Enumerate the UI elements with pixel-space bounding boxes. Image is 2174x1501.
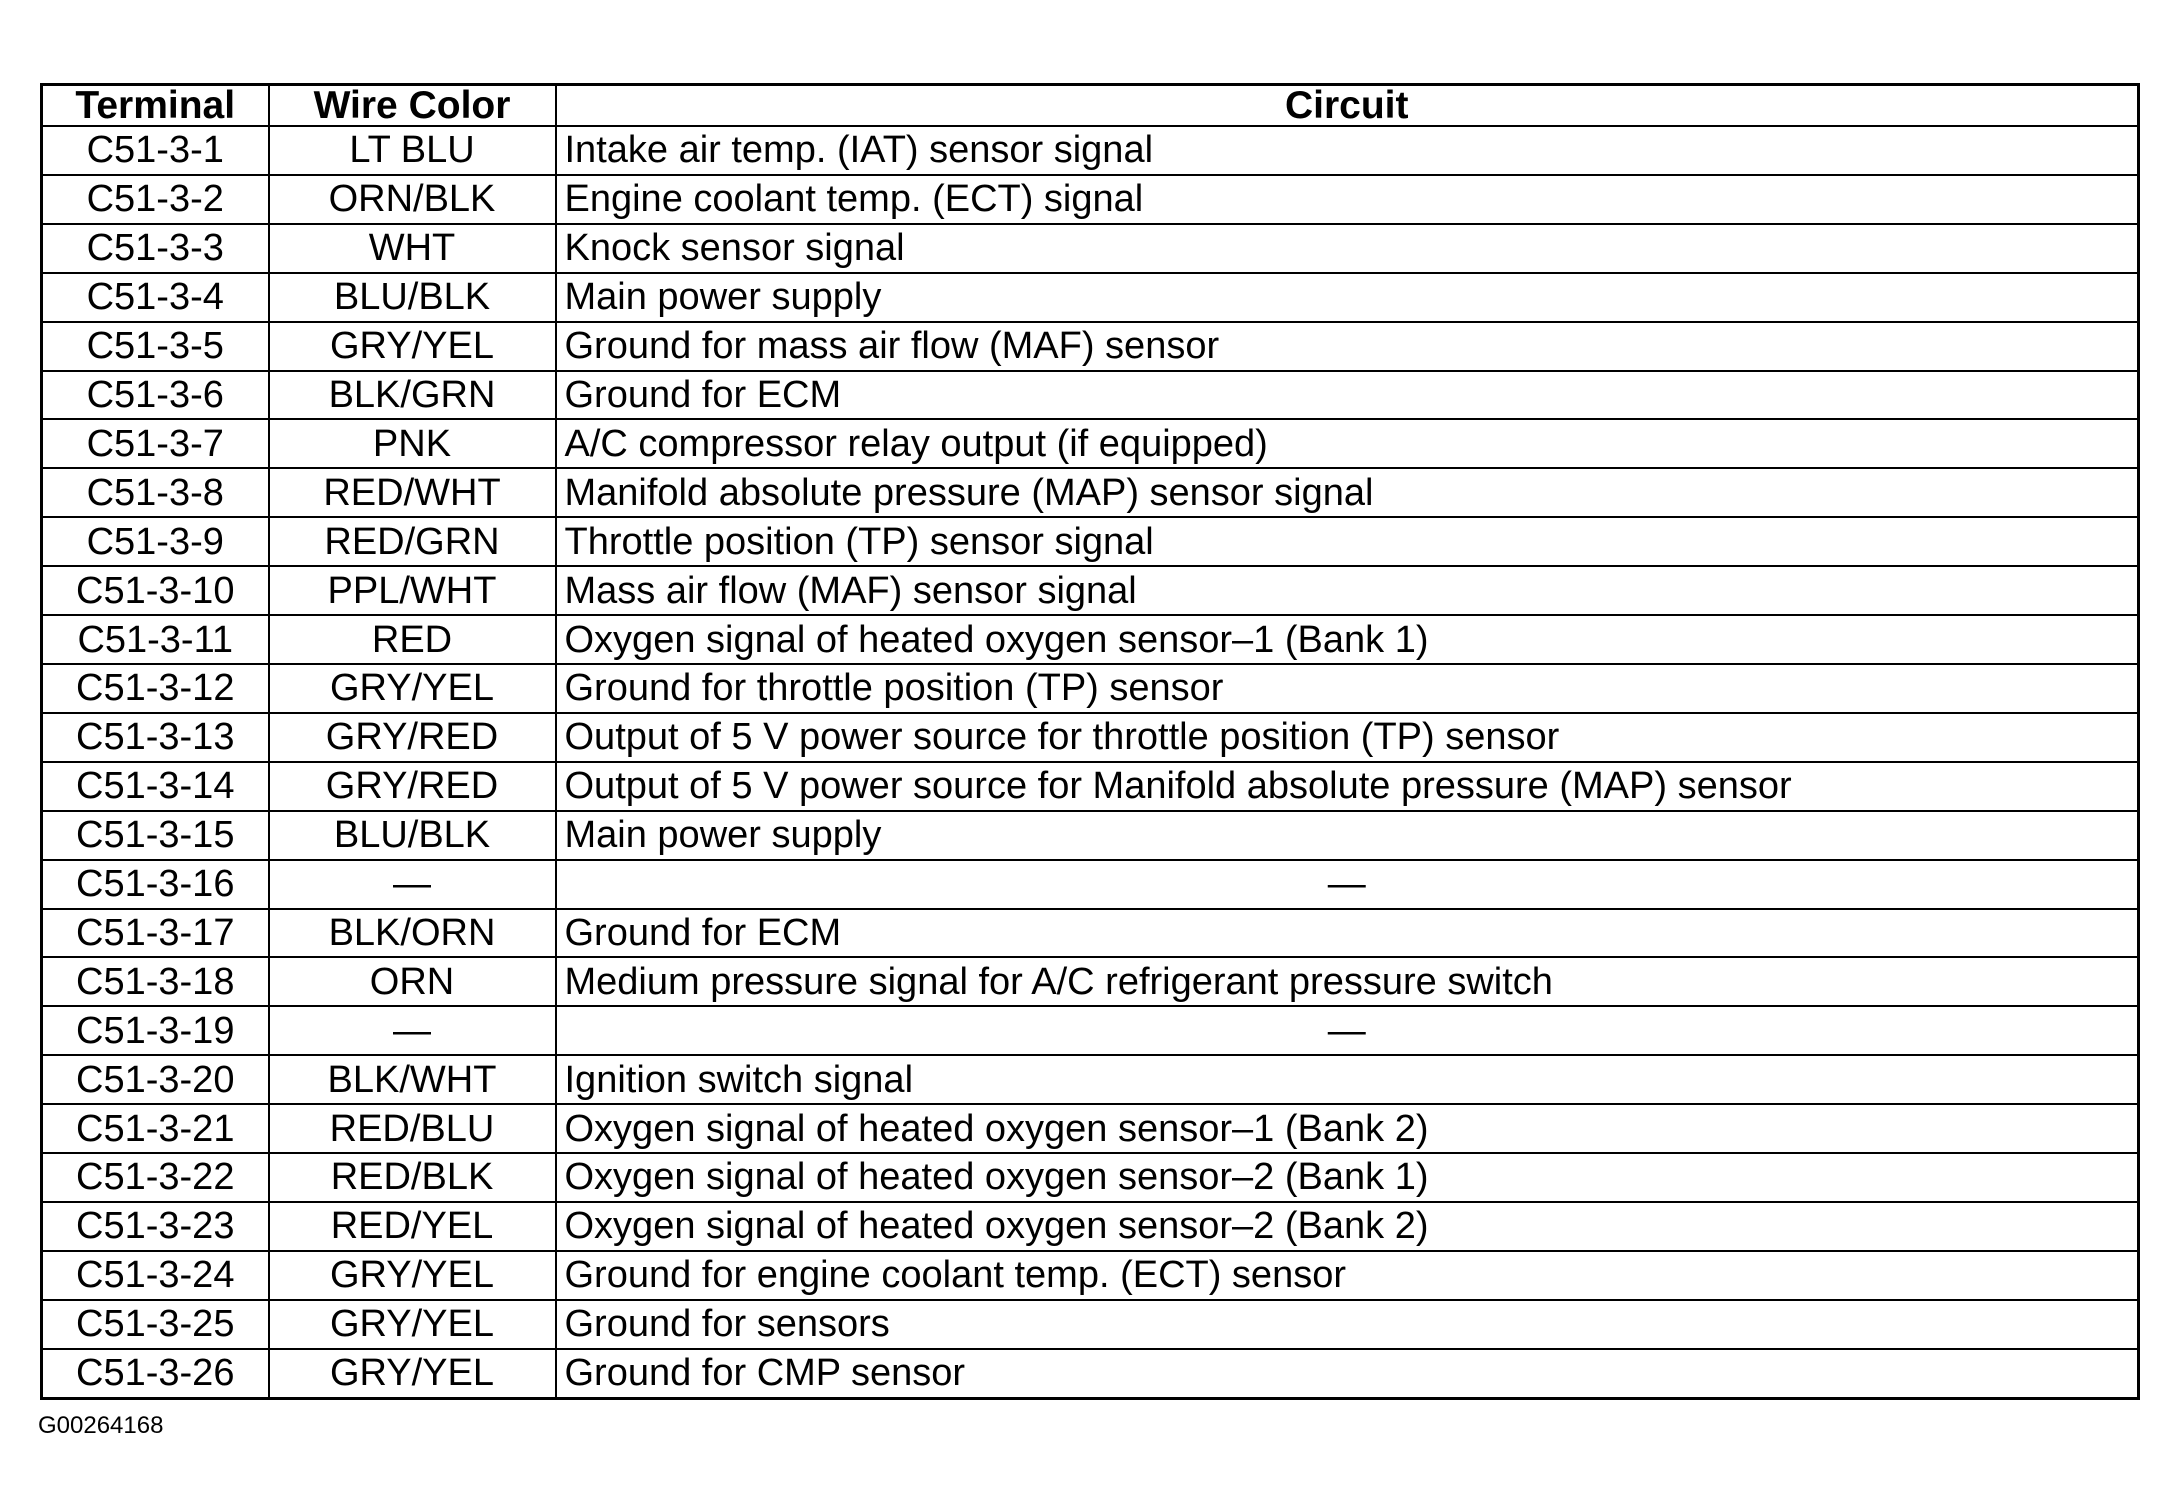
- circuit-cell: Main power supply: [556, 811, 2139, 860]
- figure-id: G00264168: [38, 1412, 164, 1439]
- table-row: [42, 1055, 2139, 1104]
- circuit-cell: Mass air flow (MAF) sensor signal: [556, 566, 2139, 615]
- terminal-cell: C51-3-8: [42, 468, 269, 517]
- circuit-cell: Oxygen signal of heated oxygen sensor–1 (Bank 1): [556, 615, 2139, 664]
- terminal-cell: C51-3-6: [42, 371, 269, 420]
- terminal-cell: C51-3-23: [42, 1202, 269, 1251]
- terminal-cell: C51-3-7: [42, 419, 269, 468]
- circuit-cell: —: [556, 860, 2139, 909]
- circuit-cell: Ground for engine coolant temp. (ECT) sensor: [556, 1251, 2139, 1300]
- circuit-cell: Ground for ECM: [556, 909, 2139, 958]
- table-body: [42, 126, 2139, 1399]
- table-row: [42, 566, 2139, 615]
- terminal-cell: C51-3-21: [42, 1104, 269, 1153]
- table-row: [42, 713, 2139, 762]
- terminal-cell: C51-3-9: [42, 517, 269, 566]
- circuit-cell: Ground for throttle position (TP) sensor: [556, 664, 2139, 713]
- terminal-cell: C51-3-2: [42, 175, 269, 224]
- circuit-cell: Oxygen signal of heated oxygen sensor–1 (Bank 2): [556, 1104, 2139, 1153]
- circuit-cell: Throttle position (TP) sensor signal: [556, 517, 2139, 566]
- terminal-wiring-table: [40, 83, 2140, 1400]
- wire-color-cell: BLK/GRN: [269, 371, 556, 420]
- wire-color-cell: BLU/BLK: [269, 811, 556, 860]
- table-row: [42, 517, 2139, 566]
- terminal-cell: C51-3-3: [42, 224, 269, 273]
- terminal-cell: C51-3-14: [42, 762, 269, 811]
- terminal-cell: C51-3-4: [42, 273, 269, 322]
- terminal-cell: C51-3-18: [42, 957, 269, 1006]
- wire-color-cell: RED/BLK: [269, 1153, 556, 1202]
- table-row: [42, 322, 2139, 371]
- circuit-cell: Main power supply: [556, 273, 2139, 322]
- wire-color-cell: GRY/RED: [269, 762, 556, 811]
- wire-color-cell: GRY/RED: [269, 713, 556, 762]
- terminal-cell: C51-3-12: [42, 664, 269, 713]
- terminal-cell: C51-3-10: [42, 566, 269, 615]
- wire-color-cell: ORN/BLK: [269, 175, 556, 224]
- terminal-cell: C51-3-22: [42, 1153, 269, 1202]
- circuit-cell: Ground for mass air flow (MAF) sensor: [556, 322, 2139, 371]
- table-row: [42, 909, 2139, 958]
- table-row: [42, 1153, 2139, 1202]
- circuit-cell: Medium pressure signal for A/C refrigerant pressure switch: [556, 957, 2139, 1006]
- table-row: [42, 273, 2139, 322]
- circuit-cell: Manifold absolute pressure (MAP) sensor signal: [556, 468, 2139, 517]
- wire-color-cell: PNK: [269, 419, 556, 468]
- terminal-cell: C51-3-19: [42, 1006, 269, 1055]
- wire-color-column-header: Wire Color: [269, 85, 556, 127]
- wire-color-cell: —: [269, 1006, 556, 1055]
- table-row: [42, 1349, 2139, 1399]
- table-row: [42, 860, 2139, 909]
- terminal-cell: C51-3-16: [42, 860, 269, 909]
- wire-color-cell: RED/YEL: [269, 1202, 556, 1251]
- table-row: [42, 762, 2139, 811]
- circuit-cell: Ground for CMP sensor: [556, 1349, 2139, 1399]
- table-row: [42, 615, 2139, 664]
- table-header-row: [42, 85, 2139, 127]
- circuit-cell: Oxygen signal of heated oxygen sensor–2 (Bank 2): [556, 1202, 2139, 1251]
- circuit-cell: Knock sensor signal: [556, 224, 2139, 273]
- circuit-cell: Ground for ECM: [556, 371, 2139, 420]
- terminal-cell: C51-3-17: [42, 909, 269, 958]
- circuit-cell: —: [556, 1006, 2139, 1055]
- table-row: [42, 1300, 2139, 1349]
- wire-color-cell: RED/BLU: [269, 1104, 556, 1153]
- circuit-cell: Output of 5 V power source for throttle position (TP) sensor: [556, 713, 2139, 762]
- circuit-cell: Oxygen signal of heated oxygen sensor–2 (Bank 1): [556, 1153, 2139, 1202]
- table-row: [42, 1006, 2139, 1055]
- table-row: [42, 419, 2139, 468]
- wire-color-cell: RED: [269, 615, 556, 664]
- table-row: [42, 664, 2139, 713]
- terminal-cell: C51-3-13: [42, 713, 269, 762]
- table-row: [42, 1251, 2139, 1300]
- terminal-cell: C51-3-25: [42, 1300, 269, 1349]
- circuit-cell: Intake air temp. (IAT) sensor signal: [556, 126, 2139, 175]
- terminal-cell: C51-3-20: [42, 1055, 269, 1104]
- wire-color-cell: GRY/YEL: [269, 664, 556, 713]
- wire-color-cell: PPL/WHT: [269, 566, 556, 615]
- circuit-cell: Engine coolant temp. (ECT) signal: [556, 175, 2139, 224]
- wire-color-cell: ORN: [269, 957, 556, 1006]
- terminal-cell: C51-3-26: [42, 1349, 269, 1399]
- table-row: [42, 811, 2139, 860]
- wire-color-cell: BLK/ORN: [269, 909, 556, 958]
- wire-color-cell: GRY/YEL: [269, 1300, 556, 1349]
- circuit-cell: A/C compressor relay output (if equipped): [556, 419, 2139, 468]
- wire-color-cell: —: [269, 860, 556, 909]
- table-row: [42, 1202, 2139, 1251]
- terminal-cell: C51-3-5: [42, 322, 269, 371]
- circuit-cell: Ground for sensors: [556, 1300, 2139, 1349]
- table-row: [42, 957, 2139, 1006]
- table-row: [42, 224, 2139, 273]
- table-row: [42, 1104, 2139, 1153]
- terminal-cell: C51-3-11: [42, 615, 269, 664]
- wire-color-cell: RED/WHT: [269, 468, 556, 517]
- terminal-cell: C51-3-15: [42, 811, 269, 860]
- wire-color-cell: LT BLU: [269, 126, 556, 175]
- terminal-cell: C51-3-24: [42, 1251, 269, 1300]
- wire-color-cell: RED/GRN: [269, 517, 556, 566]
- wire-color-cell: GRY/YEL: [269, 1349, 556, 1399]
- wire-color-cell: WHT: [269, 224, 556, 273]
- table-row: [42, 126, 2139, 175]
- wire-color-cell: GRY/YEL: [269, 1251, 556, 1300]
- wire-color-cell: GRY/YEL: [269, 322, 556, 371]
- circuit-cell: Output of 5 V power source for Manifold absolute pressure (MAP) sensor: [556, 762, 2139, 811]
- table-row: [42, 371, 2139, 420]
- wire-color-cell: BLU/BLK: [269, 273, 556, 322]
- table-row: [42, 468, 2139, 517]
- table-row: [42, 175, 2139, 224]
- terminal-cell: C51-3-1: [42, 126, 269, 175]
- circuit-cell: Ignition switch signal: [556, 1055, 2139, 1104]
- wire-color-cell: BLK/WHT: [269, 1055, 556, 1104]
- circuit-column-header: Circuit: [556, 85, 2139, 127]
- terminal-column-header: Terminal: [42, 85, 269, 127]
